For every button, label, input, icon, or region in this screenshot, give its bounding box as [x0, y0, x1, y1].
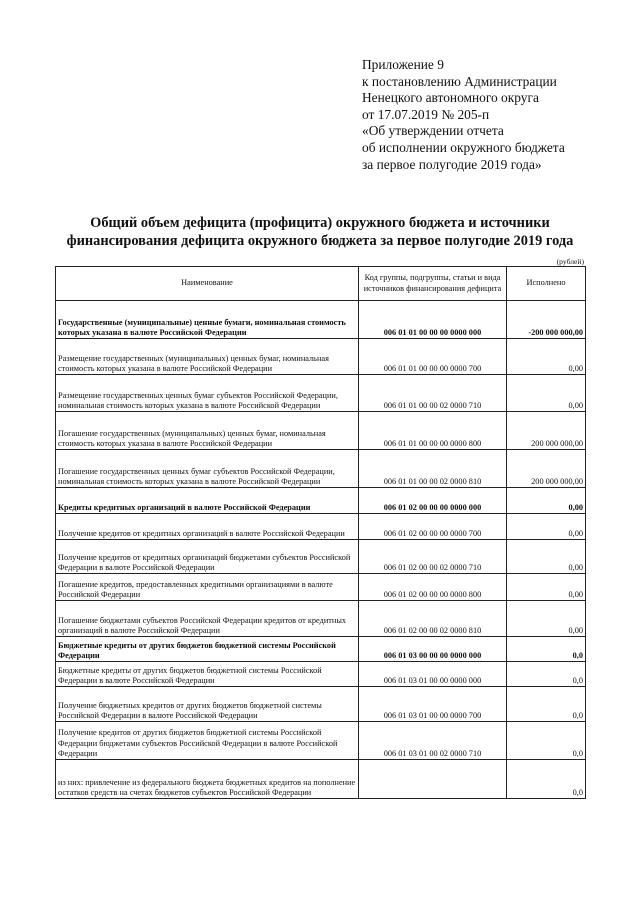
row-value: 0,00: [507, 375, 586, 412]
header-code: Код группы, подгруппы, статьи и вида источников финансирования дефицита: [359, 267, 507, 301]
appendix-header: [362, 57, 632, 173]
row-name: Погашение государственных ценных бумаг субъектов Российской Федерации, номинальная стоимость которых указана в валюте Российской Федерации: [56, 450, 359, 488]
appendix-line: об исполнении окружного бюджета: [362, 139, 565, 155]
table-row: [56, 574, 586, 601]
row-code: [359, 760, 507, 799]
appendix-line: за первое полугодие 2019 года»: [362, 156, 542, 172]
row-code: 006 01 02 00 00 00 0000 700: [359, 514, 507, 540]
table-row: [56, 488, 586, 514]
row-value: 0,00: [507, 339, 586, 375]
row-value: 0,00: [507, 488, 586, 514]
row-name: Погашение бюджетами субъектов Российской Федерации кредитов от кредитных организаций в валюте Российской Федерации: [56, 601, 359, 637]
document-title: [40, 215, 600, 250]
row-name: Получение кредитов от кредитных организаций бюджетами субъектов Российской Федерации в валюте Российской Федерации: [56, 540, 359, 574]
row-value: 200 000 000,00: [507, 412, 586, 450]
row-name: Погашение государственных (муниципальных) ценных бумаг, номинальная стоимость которых указана в валюте Российской Федерации: [56, 412, 359, 450]
row-value: 0,0: [507, 662, 586, 687]
row-value: 0,0: [507, 687, 586, 722]
row-name: Получение кредитов от кредитных организаций в валюте Российской Федерации: [56, 514, 359, 540]
table-row: [56, 722, 586, 760]
row-name: Кредиты кредитных организаций в валюте Российской Федерации: [56, 488, 359, 514]
row-code: 006 01 03 01 00 00 0000 700: [359, 687, 507, 722]
row-name: Размещение государственных ценных бумаг субъектов Российской Федерации, номинальная стоимость которых указана в валюте Российской Федерации: [56, 375, 359, 412]
table-header-row: [56, 267, 586, 301]
units-label: (рублей): [556, 257, 584, 266]
appendix-line: к постановлению Администрации: [362, 73, 557, 89]
row-value: 0,0: [507, 722, 586, 760]
appendix-line: «Об утверждении отчета: [362, 123, 504, 139]
row-value: 0,00: [507, 601, 586, 637]
row-name: Размещение государственных (муниципальных) ценных бумаг, номинальная стоимость которых указана в валюте Российской Федерации: [56, 339, 359, 375]
table-row: [56, 450, 586, 488]
row-code: 006 01 01 00 00 00 0000 000: [359, 301, 507, 339]
table-row: [56, 339, 586, 375]
row-code: 006 01 02 00 00 00 0000 000: [359, 488, 507, 514]
table-row: [56, 637, 586, 662]
row-name: Бюджетные кредиты от других бюджетов бюджетной системы Российской Федерации в валюте Российской Федерации: [56, 662, 359, 687]
title-line-1: Общий объем дефицита (профицита) окружного бюджета и источники: [90, 215, 550, 231]
row-value: 0,00: [507, 514, 586, 540]
row-code: 006 01 03 00 00 00 0000 000: [359, 637, 507, 662]
table-row: [56, 687, 586, 722]
header-name: Наименование: [56, 267, 359, 301]
row-code: 006 01 01 00 00 02 0000 810: [359, 450, 507, 488]
row-value: 200 000 000,00: [507, 450, 586, 488]
title-line-2: финансирования дефицита окружного бюджета за первое полугодие 2019 года: [66, 232, 574, 249]
table-row: [56, 662, 586, 687]
row-name: Погашение кредитов, предоставленных кредитными организациями в валюте Российской Федерации: [56, 574, 359, 601]
table-row: [56, 540, 586, 574]
row-value: -200 000 000,00: [507, 301, 586, 339]
table-row: [56, 760, 586, 799]
row-value: 0,0: [507, 760, 586, 799]
row-name: Получение кредитов от других бюджетов бюджетной системы Российской Федерации бюджетами субъектов Российской Федерации в валюте Российской Федерации: [56, 722, 359, 760]
row-code: 006 01 01 00 00 00 0000 700: [359, 339, 507, 375]
row-name: Государственные (муниципальные) ценные бумаги, номинальная стоимость которых указана в валюте Российской Федерации: [56, 301, 359, 339]
appendix-line: Приложение 9: [362, 57, 444, 72]
row-code: 006 01 03 01 00 00 0000 000: [359, 662, 507, 687]
table-row: [56, 375, 586, 412]
row-code: 006 01 01 00 00 02 0000 710: [359, 375, 507, 412]
row-code: 006 01 02 00 00 00 0000 800: [359, 574, 507, 601]
table-row: [56, 301, 586, 339]
row-name: из них: привлечение из федерального бюджета бюджетных кредитов на пополнение остатков средств на счетах бюджетов субъектов Российской Федерации: [56, 760, 359, 799]
table-row: [56, 514, 586, 540]
row-code: 006 01 02 00 00 02 0000 710: [359, 540, 507, 574]
row-code: 006 01 01 00 00 00 0000 800: [359, 412, 507, 450]
row-value: 0,00: [507, 574, 586, 601]
appendix-line: Ненецкого автономного округа: [362, 90, 539, 106]
financing-table: [55, 266, 586, 799]
row-code: 006 01 03 01 00 02 0000 710: [359, 722, 507, 760]
row-value: 0,0: [507, 637, 586, 662]
table-row: [56, 601, 586, 637]
row-value: 0,00: [507, 540, 586, 574]
table-row: [56, 412, 586, 450]
header-value: Исполнено: [507, 267, 586, 301]
appendix-line: от 17.07.2019 № 205-п: [362, 106, 490, 122]
row-code: 006 01 02 00 00 02 0000 810: [359, 601, 507, 637]
row-name: Получение бюджетных кредитов от других бюджетов бюджетной системы Российской Федерации в валюте Российской Федерации: [56, 687, 359, 722]
row-name: Бюджетные кредиты от других бюджетов бюджетной системы Российской Федерации: [56, 637, 359, 662]
